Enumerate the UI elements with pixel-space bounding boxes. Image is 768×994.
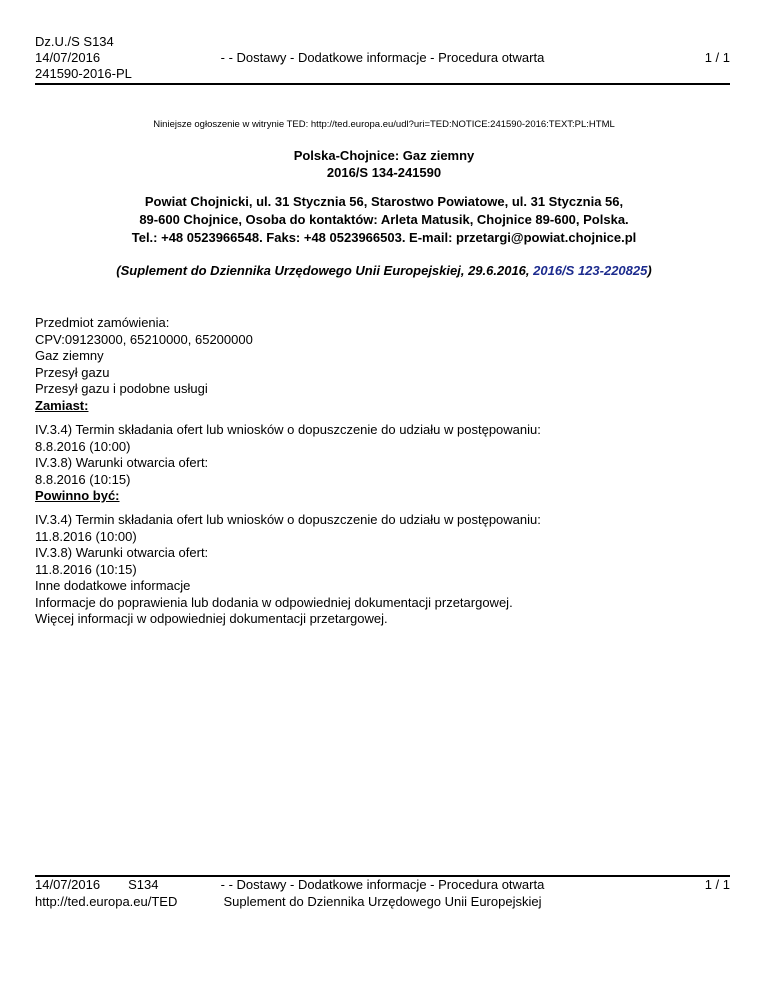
- subject-line: Przedmiot zamówienia:: [35, 315, 170, 330]
- footer-date: 14/07/2016: [35, 877, 101, 892]
- should-be-section: [35, 512, 735, 628]
- header-page-number: 1 / 1: [704, 50, 730, 65]
- should-be-line: 11.8.2016 (10:15): [35, 561, 137, 577]
- notice-title: [0, 147, 768, 181]
- should-be-line: Inne dodatkowe informacje: [35, 578, 191, 593]
- footer-series: S134: [128, 877, 159, 892]
- supplement-suffix: ): [647, 263, 652, 278]
- should-be-line: Więcej informacji w odpowiedniej dokumentacji przetargowej.: [35, 611, 388, 626]
- header-ref-line: Dz.U./S S134: [35, 34, 114, 49]
- supplement-prefix: (Suplement do Dziennika Urzędowego Unii Europejskiej, 29.6.2016,: [116, 263, 534, 278]
- footer-title-line: Suplement do Dziennika Urzędowego Unii Europejskiej: [223, 894, 542, 909]
- should-be-line: IV.3.4) Termin składania ofert lub wniosków o dopuszczenie do udziału w postępowaniu:: [35, 512, 541, 527]
- footer-page-number: 1 / 1: [704, 877, 730, 892]
- subject-line: Przesył gazu i podobne usługi: [35, 381, 208, 396]
- header-title: - - Dostawy - Dodatkowe informacje - Procedura otwarta: [220, 50, 545, 65]
- instead-section: [35, 422, 735, 505]
- footer-url[interactable]: http://ted.europa.eu/TED: [35, 894, 178, 909]
- page-header: [35, 34, 730, 84]
- notice-number: 2016/S 134-241590: [326, 165, 442, 180]
- instead-line: IV.3.8) Warunki otwarcia ofert:: [35, 455, 209, 470]
- authority-line: Tel.: +48 0523966548. Faks: +48 0523966503. E-mail: przetargi@powiat.chojnice.pl: [131, 230, 637, 245]
- footer-title-line: - - Dostawy - Dodatkowe informacje - Procedura otwarta: [220, 877, 545, 892]
- instead-line: 8.8.2016 (10:00): [35, 438, 131, 454]
- subject-line: CPV:09123000, 65210000, 65200000: [35, 331, 253, 347]
- subject-line: Przesył gazu: [35, 364, 110, 380]
- instead-line: IV.3.4) Termin składania ofert lub wniosków o dopuszczenie do udziału w postępowaniu:: [35, 422, 541, 437]
- should-be-line: 11.8.2016 (10:00): [35, 528, 137, 544]
- instead-line: 8.8.2016 (10:15): [35, 471, 131, 487]
- should-be-heading: Powinno być:: [35, 488, 120, 503]
- header-divider: [35, 83, 730, 85]
- authority-line: 89-600 Chojnice, Osoba do kontaktów: Arleta Matusik, Chojnice 89-600, Polska.: [139, 212, 629, 227]
- header-ref-line: 14/07/2016: [35, 50, 101, 65]
- contracting-authority: [0, 193, 768, 247]
- subject-section: [35, 315, 735, 414]
- subject-line: Gaz ziemny: [35, 348, 104, 363]
- supplement-reference: [0, 262, 768, 280]
- should-be-line: Informacje do poprawienia lub dodania w odpowiedniej dokumentacji przetargowej.: [35, 594, 513, 610]
- header-ref-line: 241590-2016-PL: [35, 66, 132, 81]
- supplement-link[interactable]: 2016/S 123-220825: [533, 263, 648, 278]
- instead-heading: Zamiast:: [35, 397, 89, 413]
- ted-notice-link[interactable]: Niniejsze ogłoszenie w witrynie TED: http://ted.europa.eu/udl?uri=TED:NOTICE:241590-2016:TEXT:PL:HTML: [153, 119, 615, 130]
- should-be-line: IV.3.8) Warunki otwarcia ofert:: [35, 545, 209, 560]
- footer-title: [35, 876, 730, 910]
- page-footer: [35, 876, 730, 916]
- notice-title-line: Polska-Chojnice: Gaz ziemny: [293, 148, 475, 163]
- authority-line: Powiat Chojnicki, ul. 31 Stycznia 56, Starostwo Powiatowe, ul. 31 Stycznia 56,: [144, 194, 624, 209]
